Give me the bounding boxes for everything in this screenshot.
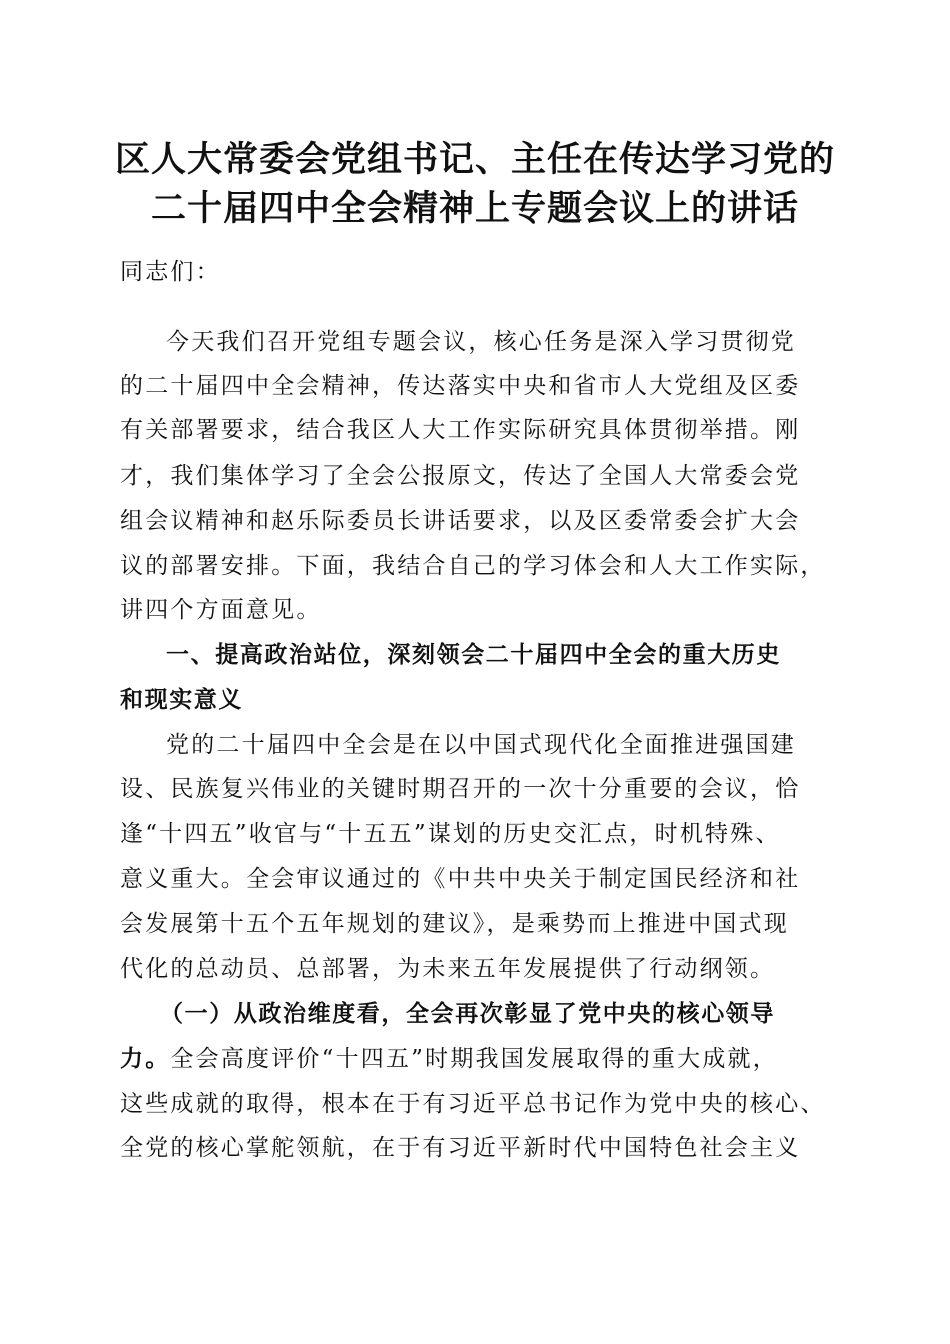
document-title-line-2: 二十届四中全会精神上专题会议上的讲话: [150, 189, 799, 229]
paragraph-1-line: 才，我们集体学习了全会公报原文，传达了全国人大常委会党: [120, 463, 801, 489]
paragraph-1-line: 讲四个方面意见。: [120, 597, 322, 623]
paragraph-2-line: 意义重大。全会审议通过的《中共中央关于制定国民经济和社: [120, 866, 801, 892]
paragraph-2-line: 设、民族复兴伟业的关键时期召开的一次十分重要的会议，恰: [120, 776, 801, 802]
paragraph-1-line: 今天我们召开党组专题会议，核心任务是深入学习贯彻党: [166, 329, 796, 355]
paragraph-1-line: 议的部署安排。下面，我结合自己的学习体会和人大工作实际，: [120, 553, 826, 579]
paragraph-3-line: 这些成就的取得，根本在于有习近平总书记作为党中央的核心、: [120, 1091, 826, 1117]
paragraph-2-line: 会发展第十五个五年规划的建议》，是乘势而上推进中国式现: [120, 911, 789, 937]
paragraph-1-line: 有关部署要求，结合我区人大工作实际研究具体贯彻举措。刚: [120, 417, 801, 443]
paragraph-3-text: 全会高度评价“十四五”时期我国发展取得的重大成就，: [170, 1046, 778, 1072]
paragraph-2-line: 党的二十届四中全会是在以中国式现代化全面推进强国建: [166, 732, 796, 758]
paragraph-1-line: 组会议精神和赵乐际委员长讲话要求，以及区委常委会扩大会: [120, 508, 801, 534]
paragraph-2-line: 逢“十四五”收官与“十五五”谋划的历史交汇点，时机特殊、: [120, 821, 781, 847]
subsection-heading-1: （一）从政治维度看，全会再次彰显了党中央的核心领导: [160, 1001, 775, 1027]
section-heading-1: 一、提高政治站位，深刻领会二十届四中全会的重大历史: [166, 642, 781, 668]
paragraph-3-line: [120, 1042, 840, 1076]
subsection-heading-1-cont: 力。: [120, 1046, 171, 1072]
paragraph-2-line: 代化的总动员、总部署，为未来五年发展提供了行动纲领。: [120, 956, 776, 982]
salutation: 同志们：: [120, 259, 221, 285]
paragraph-3-line: 全党的核心掌舵领航，在于有习近平新时代中国特色社会主义: [120, 1135, 801, 1161]
document-title-line-1: 区人大常委会党组书记、主任在传达学习党的: [114, 140, 835, 180]
section-heading-1-cont: 和现实意义: [120, 687, 243, 713]
paragraph-1-line: 的二十届四中全会精神，传达落实中央和省市人大党组及区委: [120, 373, 801, 399]
